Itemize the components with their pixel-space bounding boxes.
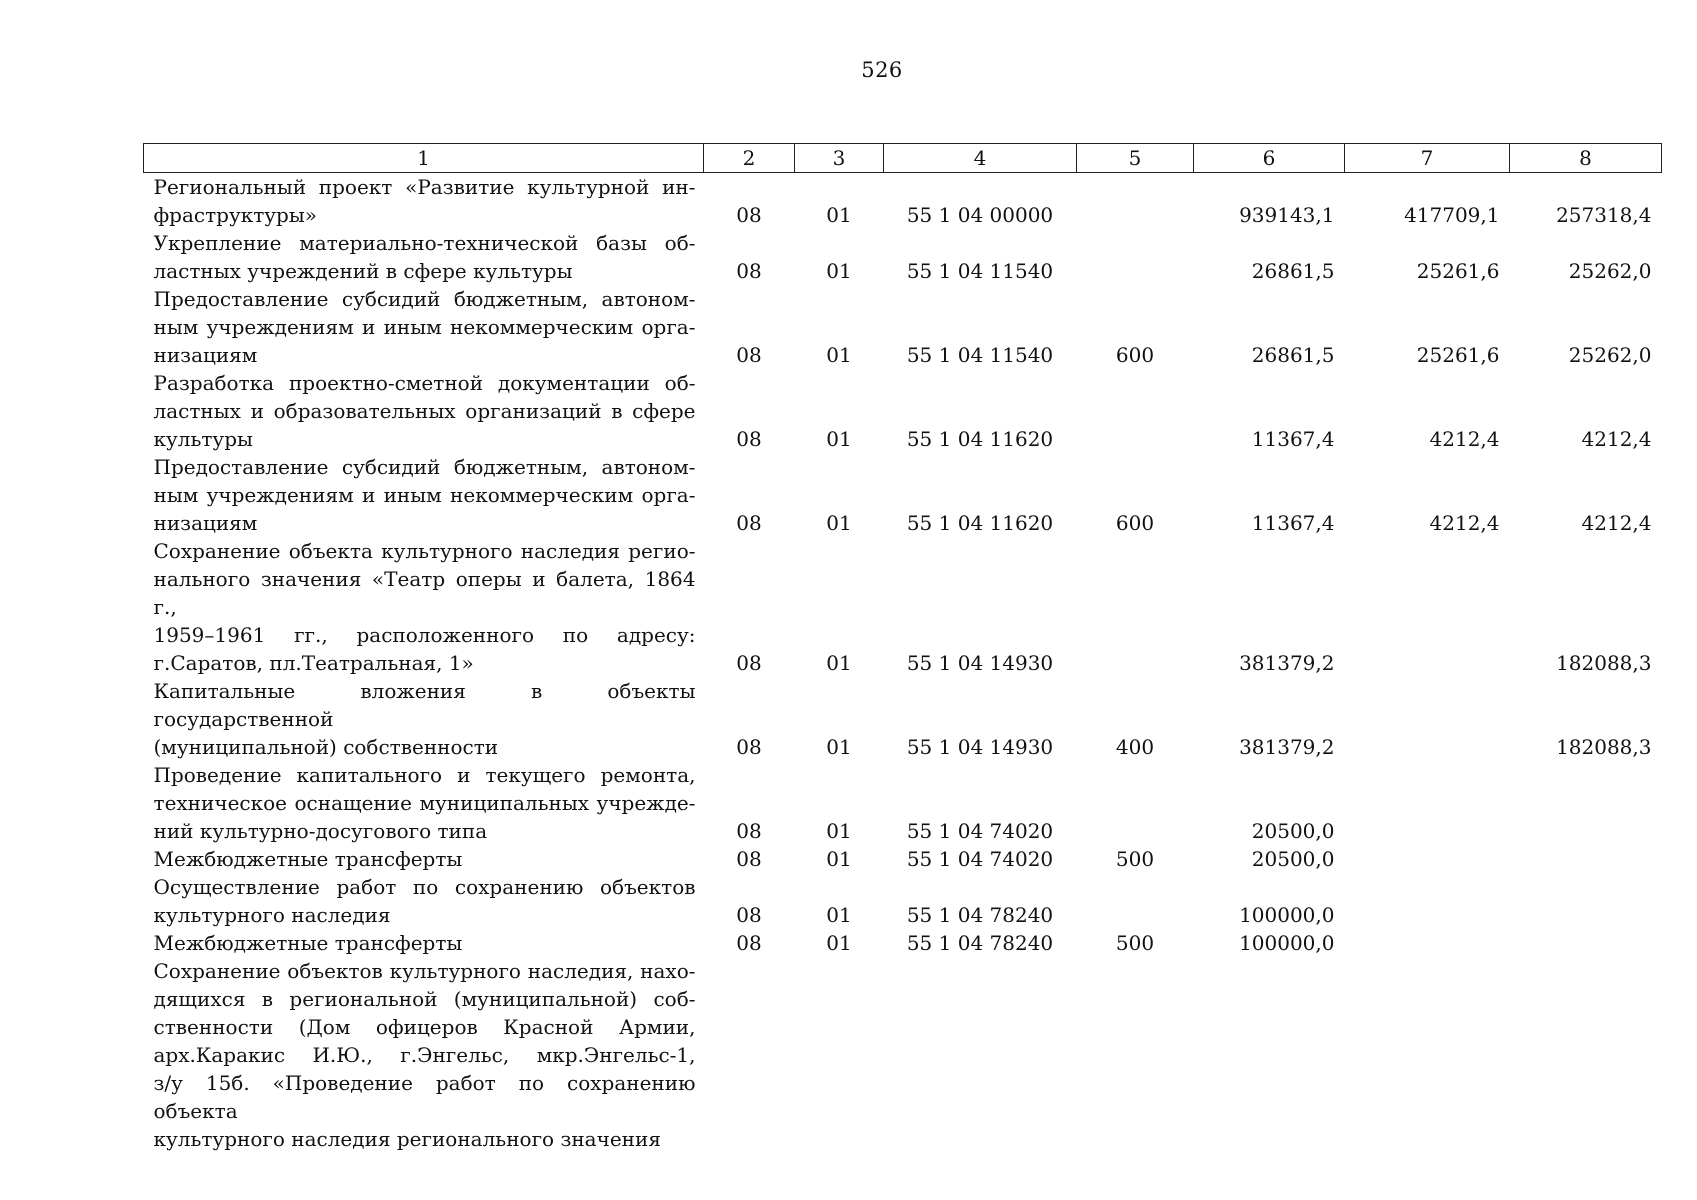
- target-article-code: 55 1 04 14930: [906, 735, 1054, 759]
- target-article-code: 55 1 04 11540: [906, 259, 1054, 283]
- table-header: [144, 144, 1662, 173]
- table-row: [144, 873, 1662, 929]
- header-col-3: 3: [795, 144, 884, 173]
- row-name-line: ластных учреждений в сфере культуры: [153, 259, 573, 283]
- row-name: [144, 677, 704, 761]
- amount-col-8: 4212,4: [1581, 511, 1652, 535]
- amount-col-6: 939143,1: [1239, 203, 1335, 227]
- row-name-line: ственности (Дом офицеров Красной Армии,: [153, 1015, 696, 1039]
- header-col-5: 5: [1077, 144, 1194, 173]
- header-col-4: 4: [884, 144, 1077, 173]
- row-name-line: г.Саратов, пл.Театральная, 1»: [153, 651, 474, 675]
- target-article-code: 55 1 04 11620: [906, 511, 1054, 535]
- section-code: 08: [736, 903, 762, 927]
- row-name-line: Межбюджетные трансферты: [153, 931, 463, 955]
- amount-col-7: [1345, 537, 1510, 677]
- subsection-code: 01: [826, 511, 852, 535]
- amount-col-7: 25261,6: [1416, 259, 1500, 283]
- amount-col-6: 100000,0: [1239, 903, 1335, 927]
- amount-col-8: [1510, 873, 1662, 929]
- expense-type-code: [1077, 369, 1194, 453]
- amount-col-7: [1345, 873, 1510, 929]
- subsection-code: [795, 957, 884, 1153]
- amount-col-6: 26861,5: [1251, 343, 1335, 367]
- budget-table: [143, 143, 1662, 1153]
- amount-col-7: [1345, 957, 1510, 1153]
- amount-col-8: 182088,3: [1556, 735, 1652, 759]
- target-article-code: 55 1 04 74020: [906, 847, 1054, 871]
- amount-col-7: 417709,1: [1404, 203, 1500, 227]
- target-article-code: 55 1 04 74020: [906, 819, 1054, 843]
- header-col-1: 1: [144, 144, 704, 173]
- row-name-line: Межбюджетные трансферты: [153, 847, 463, 871]
- row-name-line: нального значения «Театр оперы и балета, 1864 г.,: [153, 567, 696, 619]
- amount-col-8: [1510, 761, 1662, 845]
- row-name: [144, 537, 704, 677]
- row-name-line: Капитальные вложения в объекты государственной: [153, 679, 696, 731]
- target-article-code: 55 1 04 11540: [906, 343, 1054, 367]
- expense-type-code: 400: [1115, 735, 1155, 759]
- table-row: [144, 369, 1662, 453]
- header-col-7: 7: [1345, 144, 1510, 173]
- table-row: [144, 957, 1662, 1153]
- row-name-line: Сохранение объектов культурного наследия, нахо-: [153, 959, 696, 983]
- subsection-code: 01: [826, 203, 852, 227]
- amount-col-6: 20500,0: [1251, 847, 1335, 871]
- subsection-code: 01: [826, 735, 852, 759]
- amount-col-8: 4212,4: [1581, 427, 1652, 451]
- table-row: [144, 761, 1662, 845]
- section-code: 08: [736, 259, 762, 283]
- row-name: [144, 229, 704, 285]
- subsection-code: 01: [826, 847, 852, 871]
- amount-col-7: [1345, 929, 1510, 957]
- page-number: 526: [861, 58, 903, 82]
- amount-col-6: 11367,4: [1251, 511, 1335, 535]
- row-name: [144, 369, 704, 453]
- amount-col-7: 25261,6: [1416, 343, 1500, 367]
- row-name-line: фраструктуры»: [153, 203, 318, 227]
- expense-type-code: [1077, 873, 1194, 929]
- amount-col-7: [1345, 677, 1510, 761]
- expense-type-code: [1077, 229, 1194, 285]
- amount-col-7: 4212,4: [1429, 427, 1500, 451]
- row-name-line: Региональный проект «Развитие культурной ин-: [153, 175, 696, 199]
- row-name-line: Сохранение объекта культурного наследия регио-: [153, 539, 696, 563]
- row-name-line: арх.Каракис И.Ю., г.Энгельс, мкр.Энгельс-1,: [153, 1043, 696, 1067]
- amount-col-8: 257318,4: [1556, 203, 1652, 227]
- subsection-code: 01: [826, 427, 852, 451]
- expense-type-code: 600: [1115, 343, 1155, 367]
- row-name: [144, 173, 704, 230]
- expense-type-code: [1077, 173, 1194, 230]
- table-row: [144, 537, 1662, 677]
- section-code: 08: [736, 203, 762, 227]
- amount-col-6: 26861,5: [1251, 259, 1335, 283]
- row-name-line: ным учреждениям и иным некоммерческим орга-: [153, 483, 696, 507]
- header-row: [144, 144, 1662, 173]
- expense-type-code: 500: [1115, 847, 1155, 871]
- section-code: 08: [736, 343, 762, 367]
- expense-type-code: 500: [1115, 931, 1155, 955]
- row-name-line: ным учреждениям и иным некоммерческим орга-: [153, 315, 696, 339]
- header-col-6: 6: [1194, 144, 1345, 173]
- section-code: 08: [736, 735, 762, 759]
- amount-col-7: [1345, 845, 1510, 873]
- expense-type-code: [1077, 761, 1194, 845]
- amount-col-8: 25262,0: [1568, 259, 1652, 283]
- row-name-line: низациям: [153, 343, 258, 367]
- subsection-code: 01: [826, 259, 852, 283]
- row-name-line: культурного наследия регионального значения: [153, 1127, 661, 1151]
- section-code: 08: [736, 847, 762, 871]
- row-name-line: Разработка проектно-сметной документации об-: [153, 371, 696, 395]
- expense-type-code: 600: [1115, 511, 1155, 535]
- row-name-line: Осуществление работ по сохранению объектов: [153, 875, 696, 899]
- section-code: 08: [736, 651, 762, 675]
- table-row: [144, 845, 1662, 873]
- amount-col-7: [1345, 761, 1510, 845]
- amount-col-6: 11367,4: [1251, 427, 1335, 451]
- amount-col-6: 20500,0: [1251, 819, 1335, 843]
- expense-type-code: [1077, 957, 1194, 1153]
- subsection-code: 01: [826, 343, 852, 367]
- section-code: 08: [736, 819, 762, 843]
- section-code: [704, 957, 795, 1153]
- table-row: [144, 285, 1662, 369]
- section-code: 08: [736, 427, 762, 451]
- row-name-line: (муниципальной) собственности: [153, 735, 499, 759]
- row-name-line: ний культурно-досугового типа: [153, 819, 488, 843]
- table-row: [144, 929, 1662, 957]
- header-col-2: 2: [704, 144, 795, 173]
- row-name-line: Предоставление субсидий бюджетным, автоном-: [153, 455, 696, 479]
- amount-col-6: [1194, 957, 1345, 1153]
- row-name-line: дящихся в региональной (муниципальной) соб-: [153, 987, 696, 1011]
- amount-col-8: 25262,0: [1568, 343, 1652, 367]
- target-article-code: 55 1 04 14930: [906, 651, 1054, 675]
- amount-col-6: 100000,0: [1239, 931, 1335, 955]
- row-name-line: техническое оснащение муниципальных учрежде-: [153, 791, 696, 815]
- amount-col-8: [1510, 957, 1662, 1153]
- header-col-8: 8: [1510, 144, 1662, 173]
- row-name-line: Укрепление материально-технической базы об-: [153, 231, 696, 255]
- row-name-line: Предоставление субсидий бюджетным, автоном-: [153, 287, 696, 311]
- subsection-code: 01: [826, 819, 852, 843]
- row-name-line: ластных и образовательных организаций в сфере: [153, 399, 696, 423]
- target-article-code: [884, 957, 1077, 1153]
- row-name: [144, 957, 704, 1153]
- row-name-line: 1959–1961 гг., расположенного по адресу:: [153, 623, 696, 647]
- row-name: [144, 873, 704, 929]
- table-row: [144, 453, 1662, 537]
- subsection-code: 01: [826, 903, 852, 927]
- expense-type-code: [1077, 537, 1194, 677]
- table-body: [144, 173, 1662, 1154]
- row-name-line: з/у 15б. «Проведение работ по сохранению объекта: [153, 1071, 696, 1123]
- target-article-code: 55 1 04 78240: [906, 931, 1054, 955]
- row-name: [144, 929, 704, 957]
- amount-col-6: 381379,2: [1239, 735, 1335, 759]
- table-row: [144, 173, 1662, 230]
- row-name: [144, 453, 704, 537]
- target-article-code: 55 1 04 11620: [906, 427, 1054, 451]
- amount-col-6: 381379,2: [1239, 651, 1335, 675]
- target-article-code: 55 1 04 78240: [906, 903, 1054, 927]
- table-row: [144, 229, 1662, 285]
- row-name-line: Проведение капитального и текущего ремонта,: [153, 763, 696, 787]
- row-name-line: низациям: [153, 511, 258, 535]
- amount-col-8: [1510, 845, 1662, 873]
- section-code: 08: [736, 931, 762, 955]
- target-article-code: 55 1 04 00000: [906, 203, 1054, 227]
- subsection-code: 01: [826, 931, 852, 955]
- table-row: [144, 677, 1662, 761]
- amount-col-8: 182088,3: [1556, 651, 1652, 675]
- row-name: [144, 845, 704, 873]
- subsection-code: 01: [826, 651, 852, 675]
- amount-col-8: [1510, 929, 1662, 957]
- row-name: [144, 761, 704, 845]
- section-code: 08: [736, 511, 762, 535]
- amount-col-7: 4212,4: [1429, 511, 1500, 535]
- row-name: [144, 285, 704, 369]
- row-name-line: культурного наследия: [153, 903, 391, 927]
- row-name-line: культуры: [153, 427, 253, 451]
